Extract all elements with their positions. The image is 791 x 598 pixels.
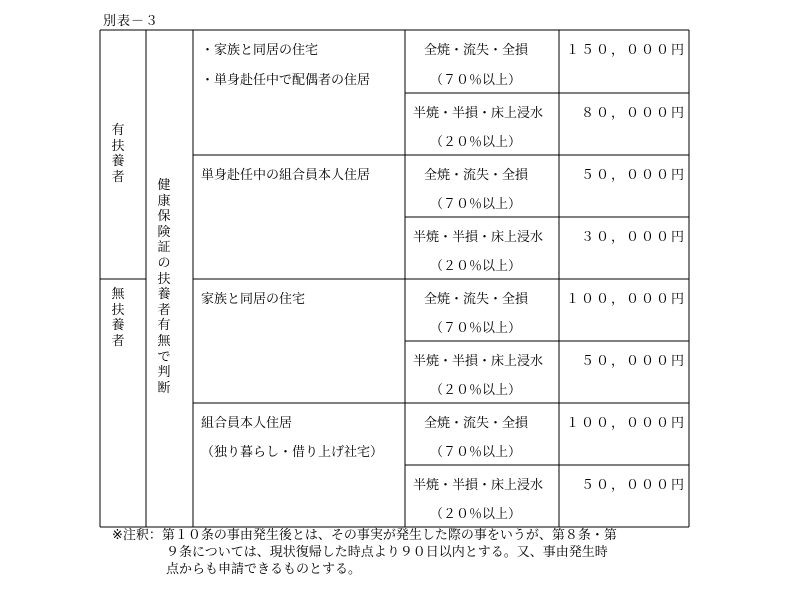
footnote-line: ※注釈：第１０条の事由発生後とは、その事実が発生した際の事をいうが、第８条・第 [112,528,617,543]
residence-label: 単身赴任中の組合員本人住居 [201,168,371,183]
damage-threshold: （２０％以上） [430,383,522,398]
residence-label: ・単身赴任中で配偶者の住居 [201,73,371,88]
damage-threshold: （２０％以上） [430,259,522,274]
damage-type: 半焼・半損・床上浸水 [413,478,544,493]
with-dependents-label: 有扶養者 [111,123,125,185]
damage-threshold: （７０％以上） [430,445,522,460]
residence-label: （独り暮らし・借り上げ社宅） [201,445,384,460]
benefit-amount: ３０，０００円 [580,230,686,245]
damage-type: 全焼・流失・全損 [424,43,529,58]
table-caption: 別表－３ [103,14,160,29]
benefit-amount: ５０，０００円 [580,478,686,493]
damage-type: 半焼・半損・床上浸水 [413,230,544,245]
benefit-amount: ５０，０００円 [580,354,686,369]
footnote-line: ９条については、現状復帰した時点より９０日以内とする。又、事由発生時 [166,545,608,560]
residence-label: ・家族と同居の住宅 [201,43,319,58]
benefit-amount: ８０，０００円 [580,106,686,121]
damage-type: 半焼・半損・床上浸水 [413,106,544,121]
residence-label: 組合員本人住居 [201,416,293,431]
damage-threshold: （７０％以上） [430,197,522,212]
damage-type: 全焼・流失・全損 [424,168,529,183]
benefit-amount: １００，０００円 [565,416,686,431]
residence-label: 家族と同居の住宅 [201,292,306,307]
damage-threshold: （７０％以上） [430,321,522,336]
damage-type: 半焼・半損・床上浸水 [413,354,544,369]
footnote-line: 点からも申請できるものとする。 [166,562,362,577]
judgment-basis-label: 健康保険証の扶養者有無で判断 [157,178,171,396]
benefit-amount: ５０，０００円 [580,168,686,183]
damage-type: 全焼・流失・全損 [424,416,529,431]
footnote [112,527,712,578]
benefit-amount: １００，０００円 [565,292,686,307]
damage-threshold: （７０％以上） [430,73,522,88]
without-dependents-label: 無扶養者 [111,287,125,349]
damage-type: 全焼・流失・全損 [424,292,529,307]
damage-threshold: （２０％以上） [430,507,522,522]
damage-threshold: （２０％以上） [430,135,522,150]
benefit-amount: １５０，０００円 [565,43,686,58]
